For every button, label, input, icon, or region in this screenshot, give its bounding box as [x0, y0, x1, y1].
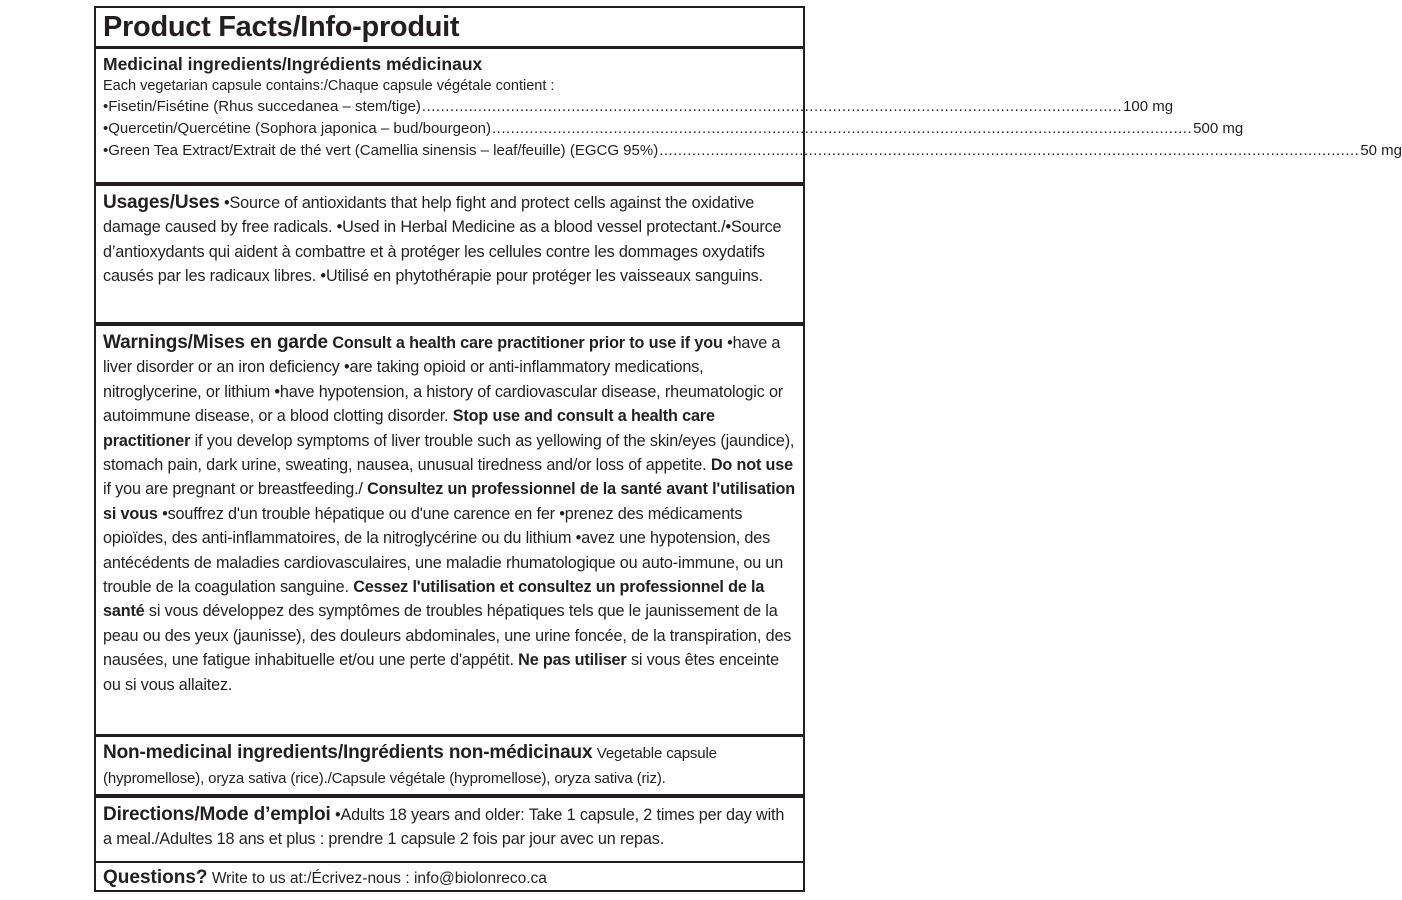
questions-heading: Questions?: [103, 867, 208, 888]
warnings-heading: Warnings/Mises en garde: [103, 332, 328, 353]
warnings-fr-consult-text: •souffrez d'un trouble hépatique ou d'une carence en fer •prenez des médicaments opioïdes, des anti-inflammatoires, de la nitroglycérine ou du lithium •avez une hypotension, des antécédents de maladies cardiovasculaires, une maladie rhumatologique ou auto-immune, ou un trouble de la coagulation sanguine.: [103, 504, 784, 597]
medicinal-section: [96, 53, 1402, 162]
nonmedicinal-heading: Non-medicinal ingredients/Ingrédients non-médicinaux: [103, 742, 593, 763]
warnings-donotuse-bold: Do not use: [710, 456, 793, 475]
nonmedicinal-text: Vegetable capsule (hypromellose), oryza sativa (rice)./Capsule végétale (hypromellose), oryza sativa (riz).: [103, 745, 717, 788]
warnings-consult-bold: Consult a health care practitioner prior to use if you: [332, 334, 723, 352]
nonmedicinal-section: [96, 741, 803, 792]
ingredient-row: [103, 96, 1174, 118]
leader-dots: ......................................................................................................................................................: [492, 120, 1193, 137]
ingredient-dose: 100 mg: [1123, 98, 1174, 115]
product-facts-panel: [94, 6, 1402, 892]
questions-text: Write to us at:/Écrivez-nous : info@biolonreco.ca: [211, 870, 547, 887]
uses-text: •Source of antioxidants that help fight and protect cells against the oxidative damage caused by free radicals. •Used in Herbal Medicine as a blood vessel protectant./•Source d’antioxydants qui aident à combattre et à protéger les cellules contre les dommages oxydatifs causés par les radicaux libres. •Utilisé en phytothérapie pour protéger les vaisseaux sanguins.: [103, 194, 782, 286]
directions-text: •Adults 18 years and older: Take 1 capsule, 2 times per day with a meal./Adultes 18 ans et plus : prendre 1 capsule 2 fois par jour avec un repas.: [103, 806, 785, 849]
warnings-stop-text: if you develop symptoms of liver trouble such as yellowing of the skin/eyes (jaundice), stomach pain, dark urine, sweating, nausea, unusual tiredness and/or loss of appetite.: [103, 431, 795, 475]
directions-heading: Directions/Mode d’emploi: [103, 804, 331, 825]
uses-heading: Usages/Uses: [103, 192, 220, 213]
warnings-fr-donotuse-bold: Ne pas utiliser: [518, 651, 627, 670]
ingredient-name: •Green Tea Extract/Extrait de thé vert (Camellia sinensis – leaf/feuille) (EGCG 95%): [103, 142, 659, 159]
ingredient-dose: 500 mg: [1193, 120, 1244, 137]
directions-section: [96, 803, 803, 852]
divider-uses: [96, 322, 803, 326]
ingredient-dose: 50 mg: [1360, 142, 1402, 159]
divider-nonmedicinal: [96, 794, 803, 798]
questions-section: [96, 866, 803, 891]
leader-dots: ......................................................................................................................................................: [659, 142, 1360, 159]
panel-title: Product Facts/Info-produit: [103, 11, 460, 43]
ingredient-row: [103, 118, 1244, 140]
divider-warnings: [96, 734, 803, 737]
ingredient-name: •Quercetin/Quercétine (Sophora japonica – bud/bourgeon): [103, 120, 492, 137]
uses-section: [96, 191, 803, 289]
ingredient-row: [103, 140, 1402, 162]
ingredient-name: •Fisetin/Fisétine (Rhus succedanea – stem/tige): [103, 98, 421, 115]
divider-medicinal: [96, 182, 803, 186]
warnings-fr-donotuse-text: si vous êtes enceinte ou si vous allaitez.: [103, 651, 779, 694]
medicinal-heading: Medicinal ingredients/Ingrédients médicinaux: [103, 54, 483, 74]
warnings-consult-text: •have a liver disorder or an iron deficiency •are taking opioid or anti-inflammatory medications, nitroglycerine, or lithium •have hypotension, a history of cardiovascular disease, rheumatologic or autoimmune disease, or a blood clotting disorder.: [103, 334, 784, 426]
warnings-section: [96, 331, 803, 697]
warnings-donotuse-text: if you are pregnant or breastfeeding./: [103, 480, 363, 499]
warnings-stop-bold: Stop use and consult a health care practitioner: [103, 407, 715, 450]
divider-title: [96, 46, 803, 49]
warnings-fr-stop-bold: Cessez l'utilisation et consultez un professionnel de la santé: [103, 578, 765, 621]
warnings-fr-stop-text: si vous développez des symptômes de troubles hépatiques tels que le jaunissement de la peau ou des yeux (jaunisse), des douleurs abdominales, une urine foncée, de la transpiration, des nausées, une fatigue inhabituelle et/ou une perte d'appétit.: [103, 602, 792, 670]
warnings-fr-consult-bold: Consultez un professionnel de la santé avant l'utilisation si vous: [103, 480, 795, 523]
medicinal-intro: Each vegetarian capsule contains:/Chaque capsule végétale contient :: [103, 78, 555, 94]
leader-dots: ......................................................................................................................................................: [421, 98, 1123, 115]
divider-directions: [96, 861, 803, 863]
